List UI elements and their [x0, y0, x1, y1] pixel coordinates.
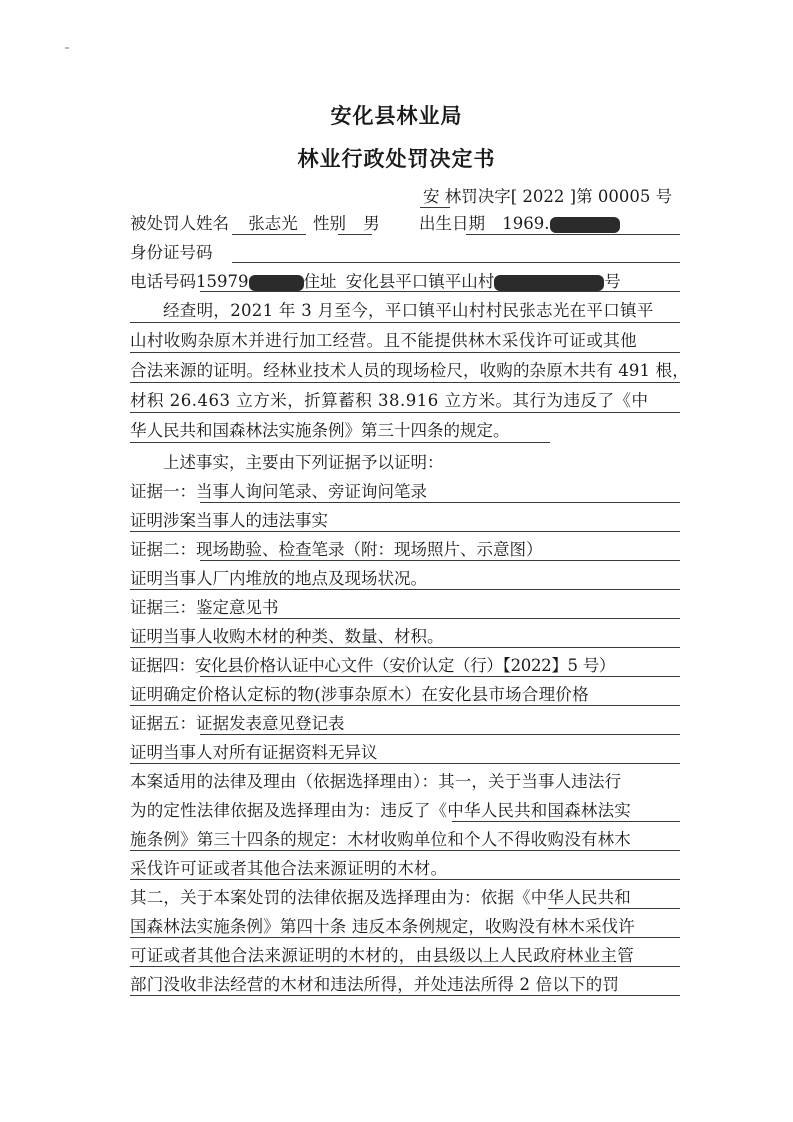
evidence-underline [200, 560, 680, 561]
law-text: 其二，关于本案处罚的法律依据及选择理由为：依据 [130, 888, 515, 907]
evidence-intro: 上述事实，主要由下列证据予以证明： [163, 453, 444, 472]
evidence-underline [200, 618, 680, 619]
evidence-item [130, 481, 427, 503]
facts-underline [130, 382, 680, 383]
gender-underline [338, 234, 372, 235]
evidence-underline [200, 502, 680, 503]
evidence-label: 证据三： [130, 598, 196, 617]
redaction-mark [550, 217, 620, 233]
address-label: 住址 [303, 272, 337, 291]
facts-line: 经查明，2021 年 3 月至今，平口镇平山村村民张志光在平口镇平 [163, 301, 654, 320]
facts-underline [130, 412, 680, 413]
evidence-label: 证据五： [130, 714, 196, 733]
agency-title: 安化县林业局 [330, 104, 463, 128]
evidence-item [130, 539, 543, 561]
document-title: 林业行政处罚决定书 [297, 147, 496, 171]
law-underline [130, 995, 680, 996]
facts-line: 山村收购杂原木并进行加工经营。且不能提供林木采伐许可证或其他 [130, 331, 637, 350]
evidence-proof: 证明确定价格认定标的物(涉事杂原木）在安化县市场合理价格 [130, 685, 589, 704]
id-label: 身份证号码 [130, 243, 213, 262]
doc-number-rest: 林罚决字[ 2022 ]第 00005 号 [444, 187, 673, 206]
law-line: 本案适用的法律及理由（依据选择理由）：其一，关于当事人违法行 [130, 772, 622, 791]
name-label: 被处罚人姓名 [130, 214, 229, 233]
evidence-underline [200, 734, 680, 735]
facts-underline [130, 322, 680, 323]
doc-number-prefix: 安 [423, 187, 440, 206]
law-line: 部门没收非法经营的木材和违法所得，并处违法所得 2 倍以下的罚 [130, 975, 620, 994]
redaction-mark [494, 275, 604, 291]
law-underline [130, 850, 680, 851]
facts-underline [130, 442, 550, 443]
law-underline [452, 821, 680, 822]
law-line: 可证或者其他合法来源证明的木材的，由县级以上人民政府林业主管 [130, 946, 634, 965]
address-value: 安化县平口镇平山村 [345, 272, 495, 291]
facts-line: 华人民共和国森林法实施条例》第三十四条的规定。 [130, 421, 510, 440]
contact-line [130, 271, 621, 293]
evidence-label: 证据四： [130, 656, 195, 675]
evidence-underline [200, 676, 680, 677]
evidence-proof: 证明当事人收购木材的种类、数量、材积。 [130, 627, 444, 646]
law-line [130, 887, 631, 909]
name-underline [232, 234, 306, 235]
dob-value: 1969. [502, 214, 550, 233]
scan-speck [65, 47, 69, 49]
evidence-text: 证据发表意见登记表 [196, 714, 345, 733]
evidence-proof: 证明涉案当事人的违法事实 [130, 511, 328, 530]
law-underline [548, 908, 680, 909]
document-number [423, 186, 672, 208]
evidence-item [130, 655, 615, 677]
evidence-underline [130, 763, 680, 764]
gender-value: 男 [363, 214, 380, 233]
facts-line: 合法来源的证明。经林业技术人员的现场检尺，收购的杂原木共有 491 根， [130, 361, 689, 380]
facts-underline [130, 352, 680, 353]
law-line: 采伐许可证或者其他合法来源证明的木材。 [130, 859, 448, 878]
evidence-underline [130, 589, 680, 590]
law-underline [130, 879, 680, 880]
evidence-text: 当事人询问笔录、旁证询问笔录 [196, 482, 427, 501]
evidence-label: 证据一： [130, 482, 196, 501]
id-underline [232, 262, 680, 263]
evidence-proof: 证明当事人对所有证据资料无异议 [130, 743, 378, 762]
person-line [130, 213, 620, 235]
evidence-proof: 证明当事人厂内堆放的地点及现场状况。 [130, 569, 427, 588]
evidence-item [130, 597, 279, 619]
redaction-mark [249, 275, 304, 291]
dob-underline [466, 234, 680, 235]
law-citation: 《中华人民共和 [514, 888, 632, 907]
dob-label: 出生日期 [419, 214, 485, 233]
evidence-text: 现场勘验、检查笔录（附：现场照片、示意图） [196, 540, 543, 559]
facts-line: 材积 26.463 立方米，折算蓄积 38.916 立方米。其行为违反了《中 [130, 391, 649, 410]
contact-underline [200, 291, 680, 292]
evidence-underline [130, 531, 680, 532]
evidence-text: 鉴定意见书 [196, 598, 279, 617]
law-line [130, 800, 631, 822]
evidence-underline [130, 705, 680, 706]
law-underline [130, 966, 680, 967]
address-end: 号 [604, 272, 621, 291]
phone-value: 15979 [196, 272, 249, 291]
doc-number-underline [420, 207, 450, 208]
gender-label: 性别 [313, 214, 346, 233]
law-underline [130, 937, 680, 938]
name-value: 张志光 [248, 214, 298, 233]
evidence-text: 安化县价格认证中心文件（安价认定（行）【2022】5 号） [194, 656, 616, 675]
phone-label: 电话号码 [130, 272, 196, 291]
id-line [130, 242, 213, 264]
evidence-label: 证据二： [130, 540, 196, 559]
law-citation: 《中华人民共和国森林法实 [430, 801, 632, 820]
law-line: 国森林法实施条例》第四十条 违反本条例规定，收购没有林木采伐许 [130, 917, 635, 936]
evidence-underline [130, 647, 680, 648]
evidence-item [130, 713, 345, 735]
law-line: 施条例》第三十四条的规定：木材收购单位和个人不得收购没有林木 [130, 830, 631, 849]
law-text: 为的定性法律依据及选择理由为：违反了 [130, 801, 431, 820]
